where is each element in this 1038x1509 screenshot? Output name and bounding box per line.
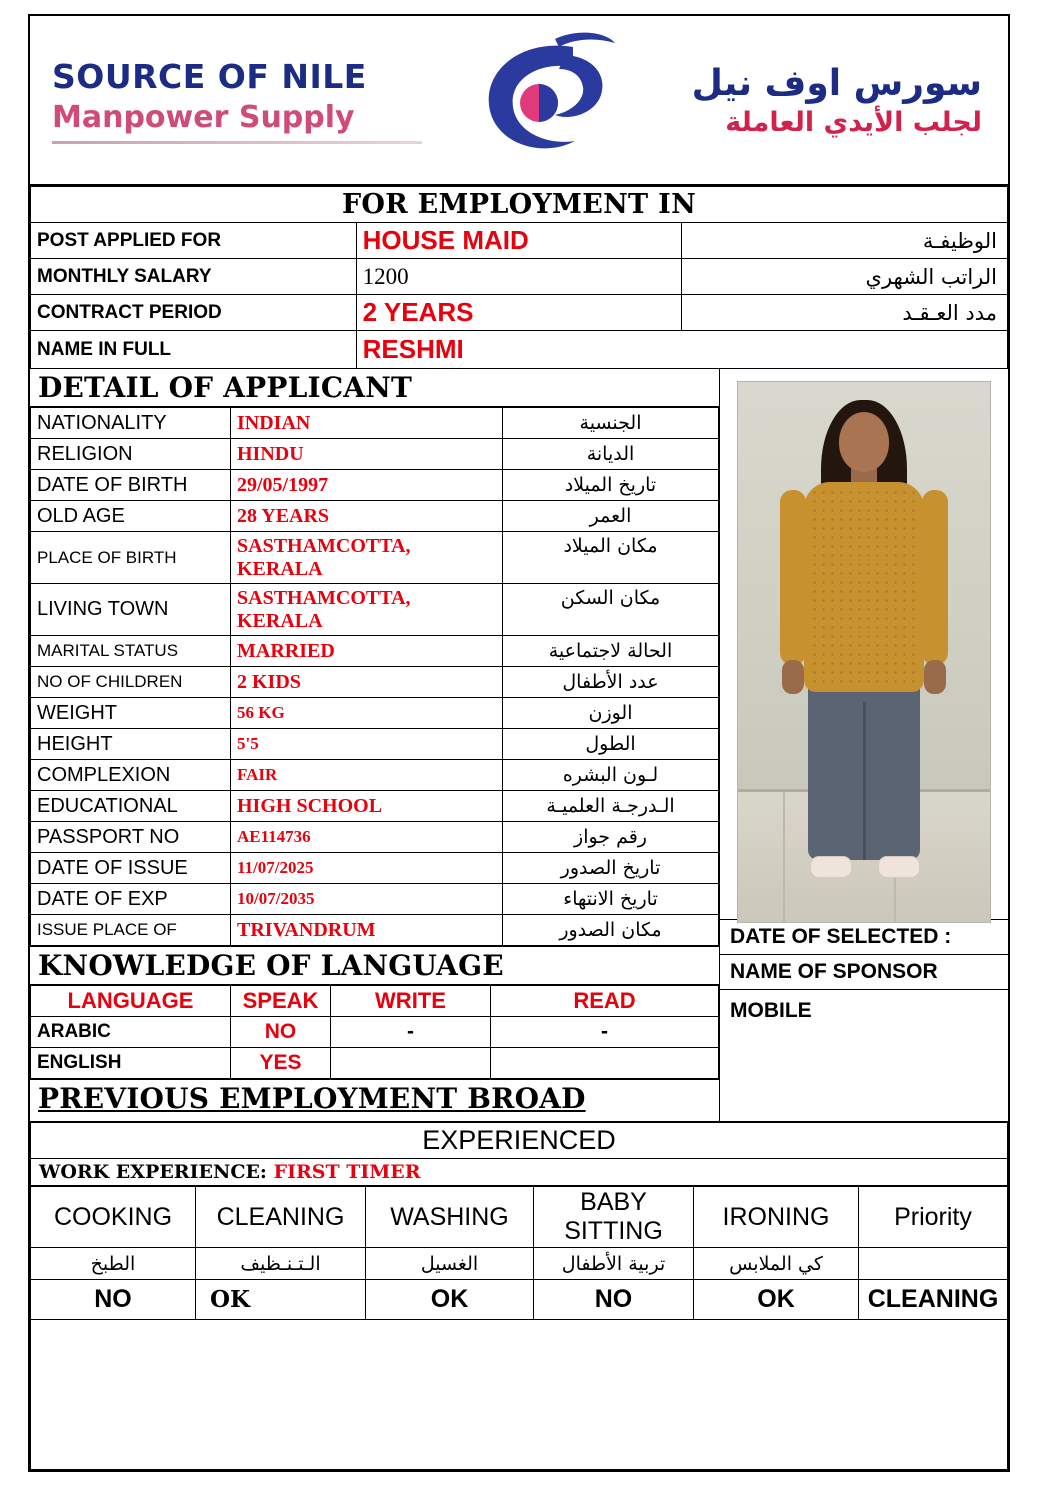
no-of-children-arabic: عدد الأطفال bbox=[503, 667, 719, 698]
name-of-sponsor-label: NAME OF SPONSOR bbox=[720, 955, 1008, 990]
living-town-arabic: مكان السكن bbox=[503, 584, 719, 636]
living-town-label: LIVING TOWN bbox=[31, 584, 231, 636]
post-applied-label: POST APPLIED FOR bbox=[31, 223, 357, 259]
nationality-value: INDIAN bbox=[231, 408, 503, 439]
skill-arabic-priority bbox=[859, 1248, 1008, 1280]
company-name-arabic-line1: سورس اوف نيل bbox=[691, 62, 982, 104]
skill-value-washing: OK bbox=[366, 1280, 534, 1320]
table-row bbox=[31, 1017, 719, 1048]
old-age-label: OLD AGE bbox=[31, 501, 231, 532]
nationality-arabic: الجنسية bbox=[503, 408, 719, 439]
table-row bbox=[31, 223, 1008, 259]
signature-area bbox=[31, 1320, 1008, 1470]
place-of-birth-value: SASTHAMCOTTA, KERALA bbox=[231, 532, 503, 584]
skills-arabic-row bbox=[31, 1248, 1008, 1280]
date-of-exp-label: DATE OF EXP bbox=[31, 884, 231, 915]
no-of-children-label: NO OF CHILDREN bbox=[31, 667, 231, 698]
educational-arabic: الـدرجـة العلميـة bbox=[503, 791, 719, 822]
skills-table bbox=[30, 1186, 1008, 1470]
table-row bbox=[31, 259, 1008, 295]
table-row bbox=[31, 853, 719, 884]
language-arabic-read: - bbox=[491, 1017, 719, 1048]
skill-value-priority: CLEANING bbox=[859, 1280, 1008, 1320]
place-of-birth-label: PLACE OF BIRTH bbox=[31, 532, 231, 584]
work-experience-label: WORK EXPERIENCE: bbox=[39, 1161, 267, 1183]
language-col-language: LANGUAGE bbox=[31, 986, 231, 1017]
religion-label: RELIGION bbox=[31, 439, 231, 470]
mobile-label: MOBILE bbox=[730, 999, 812, 1022]
issue-place-label: ISSUE PLACE OF bbox=[31, 915, 231, 946]
work-experience-row bbox=[31, 1159, 1008, 1186]
detail-section bbox=[30, 369, 1008, 1122]
skill-header-washing: WASHING bbox=[366, 1187, 534, 1248]
work-experience-value: FIRST TIMER bbox=[273, 1161, 421, 1183]
employment-banner-row bbox=[31, 187, 1008, 223]
issue-place-arabic: مكان الصدور bbox=[503, 915, 719, 946]
skill-header-cooking: COOKING bbox=[31, 1187, 196, 1248]
table-row bbox=[31, 1048, 719, 1079]
skill-value-cleaning: OK bbox=[196, 1280, 366, 1320]
table-row bbox=[31, 791, 719, 822]
employment-table bbox=[30, 186, 1008, 369]
contract-period-arabic: مدد العـقـد bbox=[682, 295, 1008, 331]
table-row bbox=[31, 295, 1008, 331]
skill-header-baby-sitting: BABY SITTING bbox=[534, 1187, 694, 1248]
table-row bbox=[31, 1159, 1008, 1186]
skill-arabic-cooking: الطبخ bbox=[31, 1248, 196, 1280]
complexion-value: FAIR bbox=[231, 760, 503, 791]
employment-banner: FOR EMPLOYMENT IN bbox=[31, 187, 1008, 223]
educational-label: EDUCATIONAL bbox=[31, 791, 231, 822]
height-arabic: الطول bbox=[503, 729, 719, 760]
date-of-issue-label: DATE OF ISSUE bbox=[31, 853, 231, 884]
company-name-arabic-line2: لجلب الأيدي العاملة bbox=[725, 106, 982, 138]
table-row bbox=[31, 884, 719, 915]
table-row bbox=[31, 470, 719, 501]
date-of-exp-value: 10/07/2035 bbox=[231, 884, 503, 915]
monthly-salary-arabic: الراتب الشهري bbox=[682, 259, 1008, 295]
language-header-row bbox=[31, 986, 719, 1017]
detail-title: DETAIL OF APPLICANT bbox=[30, 369, 719, 407]
name-in-full-label: NAME IN FULL bbox=[31, 331, 357, 369]
skills-header-row bbox=[31, 1187, 1008, 1248]
complexion-label: COMPLEXION bbox=[31, 760, 231, 791]
experience-status: EXPERIENCED bbox=[31, 1123, 1008, 1159]
letterhead bbox=[30, 16, 1008, 186]
language-col-speak: SPEAK bbox=[231, 986, 331, 1017]
date-of-issue-arabic: تاريخ الصدور bbox=[503, 853, 719, 884]
language-arabic-name: ARABIC bbox=[31, 1017, 231, 1048]
date-of-issue-value: 11/07/2025 bbox=[231, 853, 503, 884]
passport-no-value: AE114736 bbox=[231, 822, 503, 853]
table-row bbox=[31, 331, 1008, 369]
application-form bbox=[28, 14, 1010, 1472]
language-col-write: WRITE bbox=[331, 986, 491, 1017]
skill-header-priority: Priority bbox=[859, 1187, 1008, 1248]
old-age-arabic: العمر bbox=[503, 501, 719, 532]
skill-header-cleaning: CLEANING bbox=[196, 1187, 366, 1248]
table-row bbox=[31, 1123, 1008, 1159]
monthly-salary-label: MONTHLY SALARY bbox=[31, 259, 357, 295]
photo-container bbox=[720, 381, 1008, 920]
issue-place-value: TRIVANDRUM bbox=[231, 915, 503, 946]
language-arabic-write: - bbox=[331, 1017, 491, 1048]
table-row bbox=[31, 915, 719, 946]
language-table bbox=[30, 985, 719, 1079]
marital-status-arabic: الحالة لاجتماعية bbox=[503, 636, 719, 667]
language-col-read: READ bbox=[491, 986, 719, 1017]
height-label: HEIGHT bbox=[31, 729, 231, 760]
skill-arabic-cleaning: الـتـنـظيف bbox=[196, 1248, 366, 1280]
monthly-salary-value: 1200 bbox=[356, 259, 682, 295]
height-value: 5'5 bbox=[231, 729, 503, 760]
contract-period-value: 2 YEARS bbox=[356, 295, 682, 331]
skill-arabic-washing: الغسيل bbox=[366, 1248, 534, 1280]
skill-value-baby-sitting: NO bbox=[534, 1280, 694, 1320]
signature-row bbox=[31, 1320, 1008, 1470]
table-row bbox=[31, 501, 719, 532]
table-row bbox=[31, 822, 719, 853]
no-of-children-value: 2 KIDS bbox=[231, 667, 503, 698]
language-english-write bbox=[331, 1048, 491, 1079]
company-name-english bbox=[30, 57, 450, 144]
date-of-birth-label: DATE OF BIRTH bbox=[31, 470, 231, 501]
table-row bbox=[31, 439, 719, 470]
table-row bbox=[31, 760, 719, 791]
table-row bbox=[31, 532, 719, 584]
language-english-name: ENGLISH bbox=[31, 1048, 231, 1079]
date-of-birth-arabic: تاريخ الميلاد bbox=[503, 470, 719, 501]
language-arabic-speak: NO bbox=[231, 1017, 331, 1048]
skill-value-ironing: OK bbox=[694, 1280, 859, 1320]
nationality-label: NATIONALITY bbox=[31, 408, 231, 439]
table-row bbox=[31, 729, 719, 760]
applicant-photo bbox=[737, 381, 991, 923]
company-name-line2: Manpower Supply bbox=[52, 99, 355, 135]
post-applied-value: HOUSE MAID bbox=[356, 223, 682, 259]
applicant-detail-table bbox=[30, 407, 719, 946]
language-title: KNOWLEDGE OF LANGUAGE bbox=[30, 946, 719, 985]
religion-value: HINDU bbox=[231, 439, 503, 470]
weight-value: 56 KG bbox=[231, 698, 503, 729]
religion-arabic: الديانة bbox=[503, 439, 719, 470]
marital-status-label: MARITAL STATUS bbox=[31, 636, 231, 667]
marital-status-value: MARRIED bbox=[231, 636, 503, 667]
previous-employment-title: PREVIOUS EMPLOYMENT BROAD bbox=[30, 1079, 719, 1121]
table-row bbox=[31, 408, 719, 439]
date-of-exp-arabic: تاريخ الانتهاء bbox=[503, 884, 719, 915]
brand-divider bbox=[52, 141, 422, 144]
place-of-birth-arabic: مكان الميلاد bbox=[503, 532, 719, 584]
company-logo-icon bbox=[450, 25, 630, 175]
detail-left-column bbox=[30, 369, 720, 1121]
table-row bbox=[31, 667, 719, 698]
passport-no-label: PASSPORT NO bbox=[31, 822, 231, 853]
contract-period-label: CONTRACT PERIOD bbox=[31, 295, 357, 331]
company-name-arabic bbox=[630, 63, 1008, 138]
table-row bbox=[31, 698, 719, 729]
skill-value-cooking: NO bbox=[31, 1280, 196, 1320]
post-applied-arabic: الوظيفـة bbox=[682, 223, 1008, 259]
old-age-value: 28 YEARS bbox=[231, 501, 503, 532]
passport-no-arabic: رقم جواز bbox=[503, 822, 719, 853]
skill-arabic-baby-sitting: تربية الأطفال bbox=[534, 1248, 694, 1280]
name-in-full-value: RESHMI bbox=[356, 331, 1007, 369]
educational-value: HIGH SCHOOL bbox=[231, 791, 503, 822]
skill-arabic-ironing: كي الملابس bbox=[694, 1248, 859, 1280]
living-town-value: SASTHAMCOTTA, KERALA bbox=[231, 584, 503, 636]
skill-header-ironing: IRONING bbox=[694, 1187, 859, 1248]
company-name-line1: SOURCE OF NILE bbox=[52, 56, 367, 96]
date-of-selected-label: DATE OF SELECTED : bbox=[720, 920, 1008, 955]
weight-arabic: الوزن bbox=[503, 698, 719, 729]
table-row bbox=[31, 636, 719, 667]
language-english-read bbox=[491, 1048, 719, 1079]
skills-value-row bbox=[31, 1280, 1008, 1320]
date-of-birth-value: 29/05/1997 bbox=[231, 470, 503, 501]
language-english-speak: YES bbox=[231, 1048, 331, 1079]
weight-label: WEIGHT bbox=[31, 698, 231, 729]
table-row bbox=[31, 584, 719, 636]
complexion-arabic: لـون البشره bbox=[503, 760, 719, 791]
experience-table bbox=[30, 1122, 1008, 1186]
detail-right-column bbox=[720, 369, 1008, 1121]
